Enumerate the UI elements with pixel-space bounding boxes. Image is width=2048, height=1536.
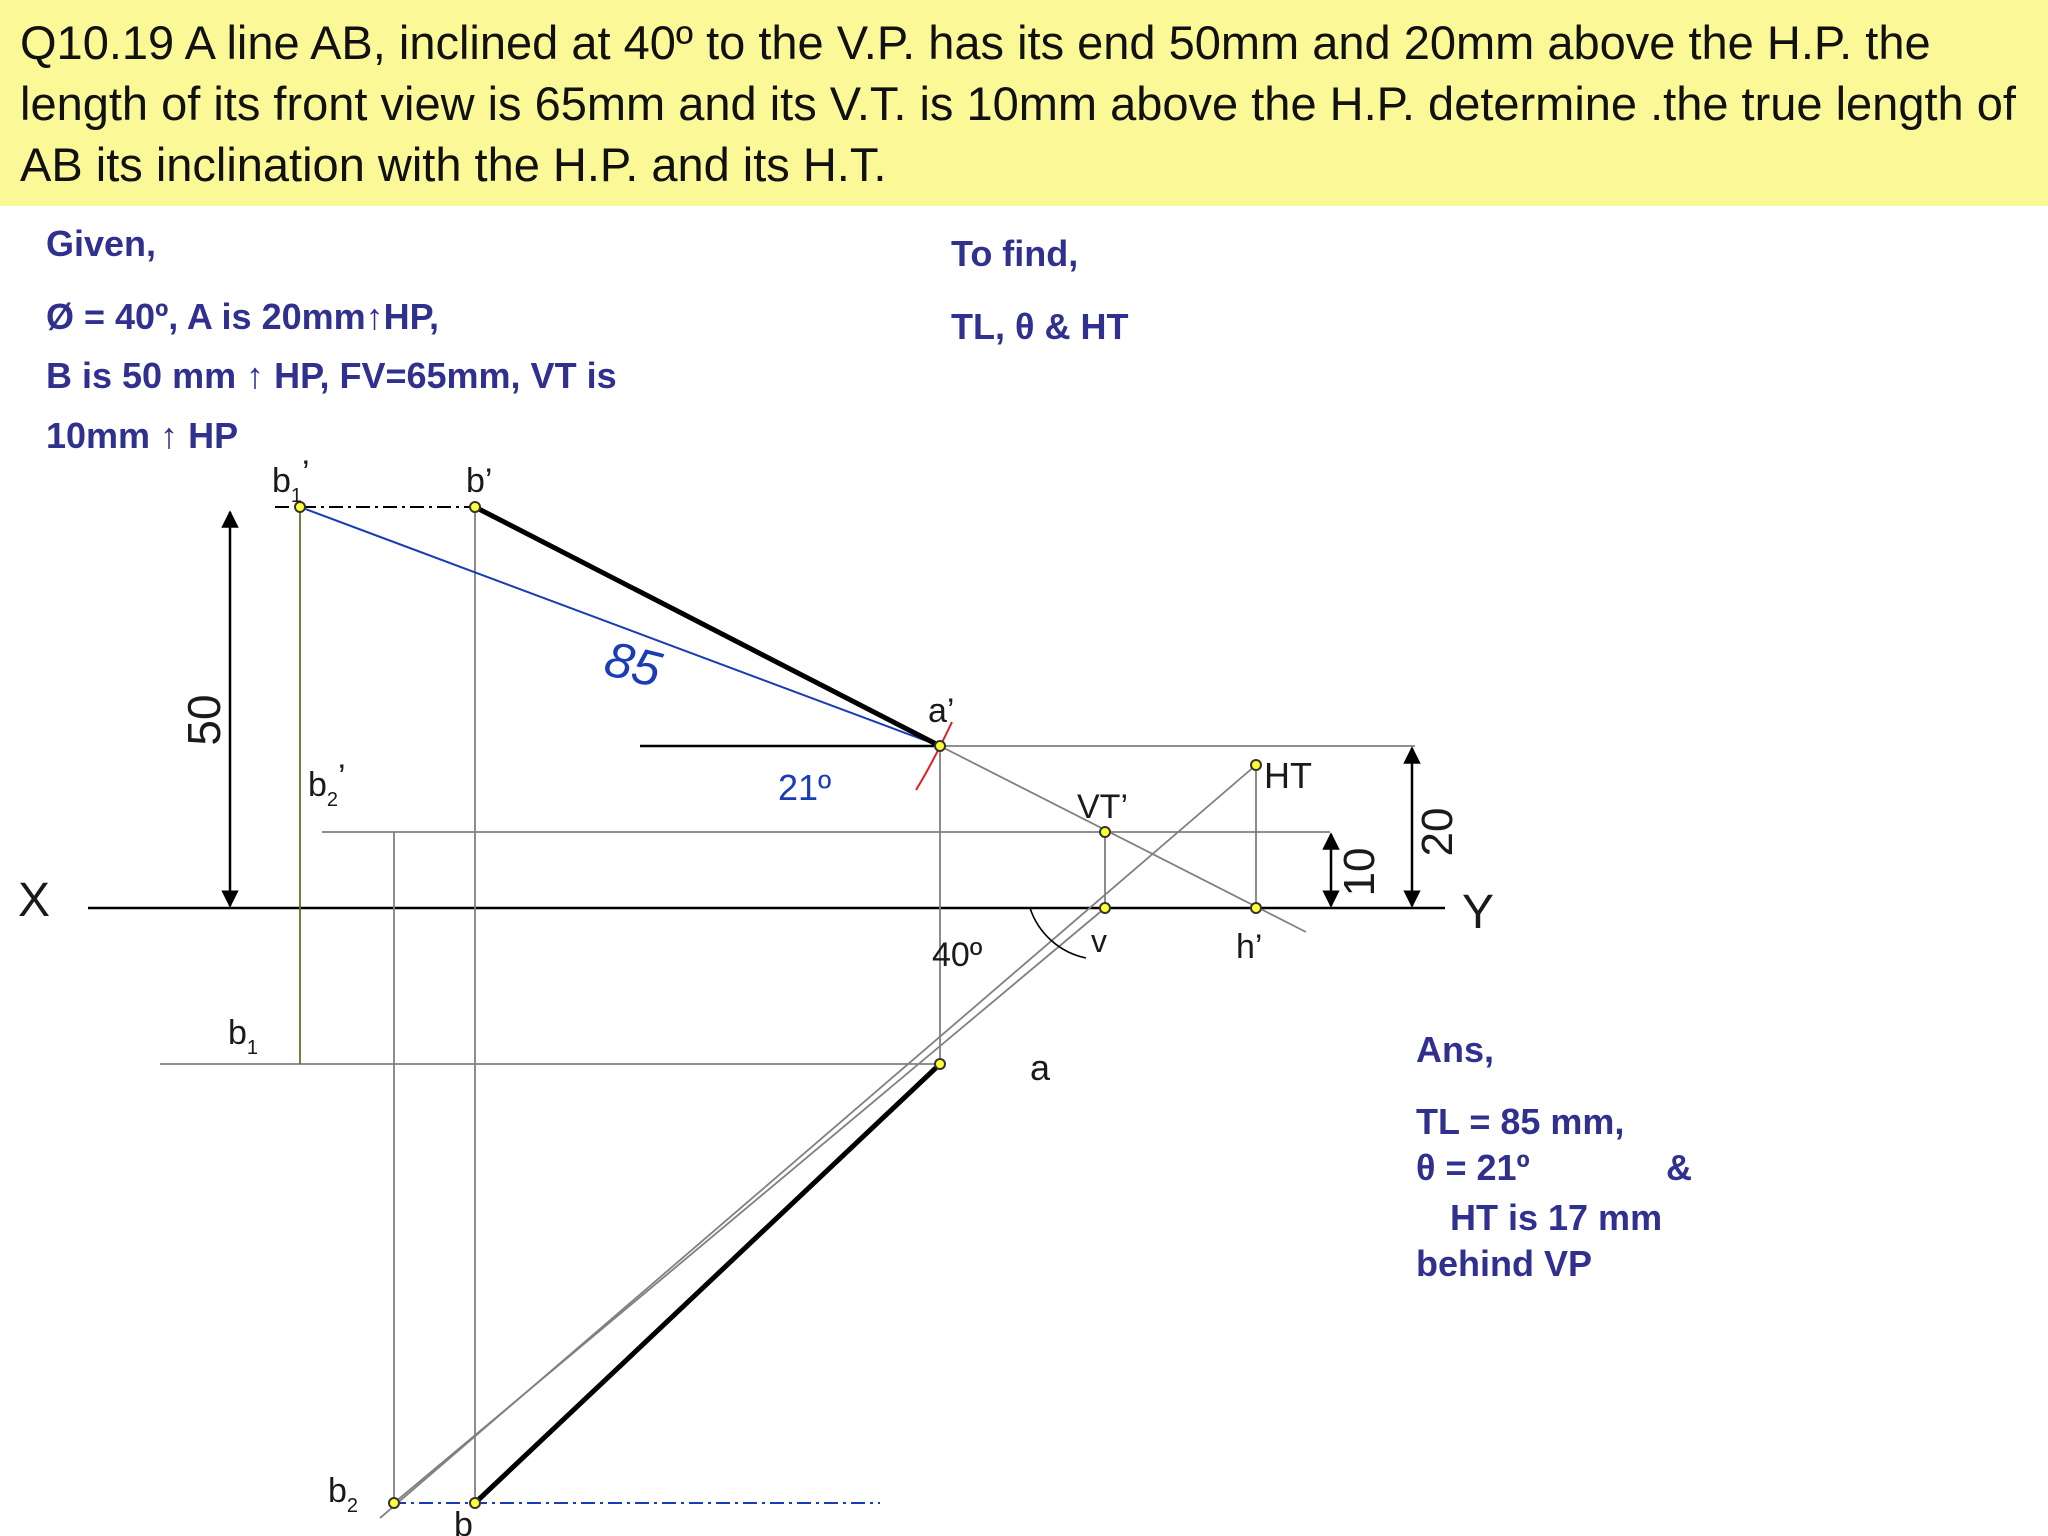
label-v: v [1091, 923, 1107, 959]
label-b1: $b_1$ [228, 1014, 259, 1059]
label-b2-prime: $b_2$’ [308, 758, 346, 811]
label-dim-50: 50 [178, 694, 230, 746]
label-b-prime: b’ [466, 462, 493, 500]
top-view-line [475, 1064, 940, 1503]
given-title: Given, [46, 223, 157, 264]
label-h-prime: h’ [1236, 928, 1263, 966]
label-y: Y [1462, 886, 1495, 939]
front-view-line [475, 507, 940, 746]
answer-line-2: θ = 21º [1416, 1147, 1530, 1188]
label-b: b [454, 1506, 473, 1536]
label-a-prime: a’ [928, 692, 955, 730]
label-dim-20: 20 [1413, 807, 1462, 857]
label-b1-prime: $b_1$’ [272, 454, 310, 507]
question-text: Q10.19 A line AB, inclined at 40º to the V.P. has its end 50mm and 20mm above the H.P. the length of its front view is 65mm and its V.T. is 10mm above the H.P. determine .the true length of AB its inclination with the H.P. and its H.T. [20, 16, 2016, 191]
answer-line-3: HT is 17 mm [1450, 1197, 1663, 1238]
point-h-prime [1251, 903, 1261, 913]
answer-ampersand: & [1666, 1147, 1692, 1188]
front-view-extension [940, 746, 1306, 932]
answer-line-4: behind VP [1416, 1243, 1593, 1284]
to-find-title: To find, [951, 233, 1079, 274]
point-b-prime [470, 502, 480, 512]
label-x: X [18, 874, 51, 927]
arc-at-a-prime [916, 722, 952, 790]
point-vt-prime [1100, 827, 1110, 837]
angle-40-arc [1030, 908, 1086, 958]
label-a: a [1030, 1047, 1051, 1088]
label-true-length-85: 85 [599, 630, 667, 699]
given-line-1: Ø = 40º, A is 20mm↑HP, [46, 296, 440, 337]
given-line-3: 10mm ↑ HP [46, 415, 239, 456]
label-dim-10: 10 [1335, 847, 1384, 897]
b2-to-v-line [394, 908, 1105, 1503]
point-b2 [389, 1498, 399, 1508]
point-a-prime [935, 741, 945, 751]
label-vt-prime: VT’ [1077, 788, 1128, 826]
to-find-line-1: TL, θ & HT [951, 306, 1129, 347]
answer-title: Ans, [1416, 1029, 1495, 1070]
answer-line-1: TL = 85 mm, [1416, 1101, 1625, 1142]
point-ht [1251, 760, 1261, 770]
label-ht: HT [1264, 755, 1312, 796]
point-v [1100, 903, 1110, 913]
true-length-line [300, 507, 940, 746]
label-angle-40: 40º [932, 936, 983, 974]
point-a [935, 1059, 945, 1069]
given-line-2: B is 50 mm ↑ HP, FV=65mm, VT is [46, 355, 617, 396]
label-b2: $b_2$ [328, 1472, 359, 1517]
label-angle-21: 21º [778, 767, 832, 808]
